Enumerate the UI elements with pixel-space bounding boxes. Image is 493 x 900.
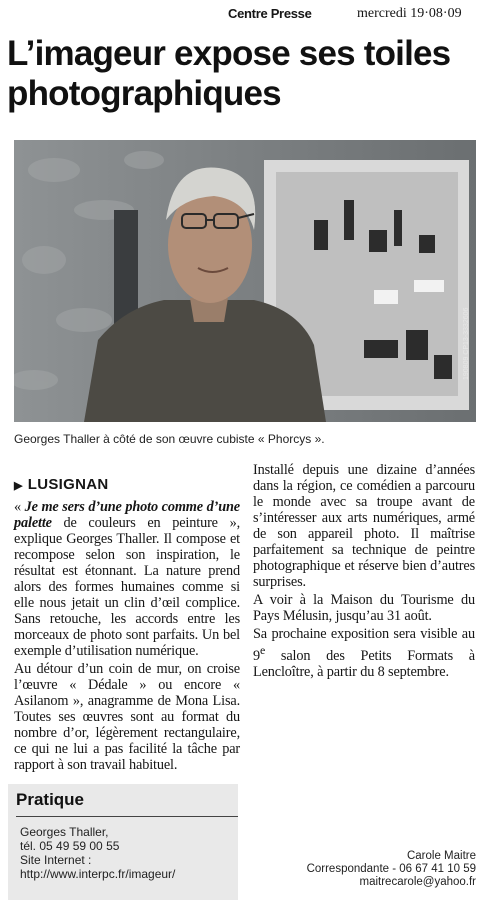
quote-open: «: [14, 499, 25, 515]
location-label: [14, 476, 109, 493]
photo-credit: 190809 CP13-3332606: [463, 307, 470, 380]
article-column-left: [14, 499, 240, 775]
pratique-info: [20, 825, 175, 881]
article-paragraph: [14, 499, 240, 659]
location-name: LUSIGNAN: [27, 476, 109, 493]
article-paragraph: [253, 626, 475, 680]
contact-phone: tél. 05 49 59 00 55: [20, 839, 120, 853]
newspaper-name: Centre Presse: [228, 6, 312, 21]
pratique-title: Pratique: [16, 790, 85, 809]
article-paragraph: Installé depuis une dizaine d’années dans la région, ce comédien a parcouru le monde avec sa troupe avant de s’intéresser aux arts numériques, armé de son appareil photo. Il maîtrise parfaitement sa technique de peintre photographique et réserve bien d’autres surprises.: [253, 462, 475, 590]
issue-date: mercredi 19·08·09: [357, 6, 462, 21]
divider: [16, 816, 238, 817]
contact-site-label: Site Internet :: [20, 853, 92, 867]
article-column-right: [253, 462, 475, 682]
masthead: [0, 6, 493, 24]
article-text: salon des Petits Formats à Lencloître, à partir du 8 septembre.: [253, 647, 475, 680]
triangle-arrow-icon: ▶: [14, 480, 23, 492]
author-signature: [250, 850, 476, 889]
author-email: maitrecarole@yahoo.fr: [359, 876, 476, 888]
article-text: de couleurs en peinture », explique Georges Thaller. Il compose et recompose selon son inspiration, le résultat est étonnant. La nature prend alors des formes humaines comme si elle nous jetait un clin d’œil complice. Sans retouche, les accords entre les morceaux de photo sont parfaits. Un bel exemple d’utilisation numérique.: [14, 515, 240, 659]
contact-url: http://www.interpc.fr/imageur/: [20, 867, 176, 881]
article-paragraph: A voir à la Maison du Tourisme du Pays Mélusin, jusqu’au 31 août.: [253, 592, 475, 624]
author-role: Correspondante - 06 67 41 10 59: [306, 863, 476, 875]
article-paragraph: Au détour d’un coin de mur, on croise l’œuvre « Dédale » ou encore « Asilanom », anagramme de Mona Lisa. Toutes ses œuvres sont au format du nombre d’or, légèrement rectangulaire, ce qui ne lui a pas facilité la tâche par rapport à son travail habituel.: [14, 661, 240, 773]
superscript: e: [260, 643, 266, 657]
author-name: Carole Maitre: [406, 850, 476, 862]
article-headline: L’imageur expose ses toiles photographiques: [7, 34, 451, 113]
article-text: Sa prochaine exposition sera visible au 9: [253, 626, 475, 664]
article-photo: [14, 140, 476, 422]
photo-caption: Georges Thaller à côté de son œuvre cubiste « Phorcys ».: [14, 432, 325, 446]
contact-name: Georges Thaller,: [20, 825, 109, 839]
article-quote: Je me sers d’une photo comme d’une palette: [14, 499, 240, 531]
